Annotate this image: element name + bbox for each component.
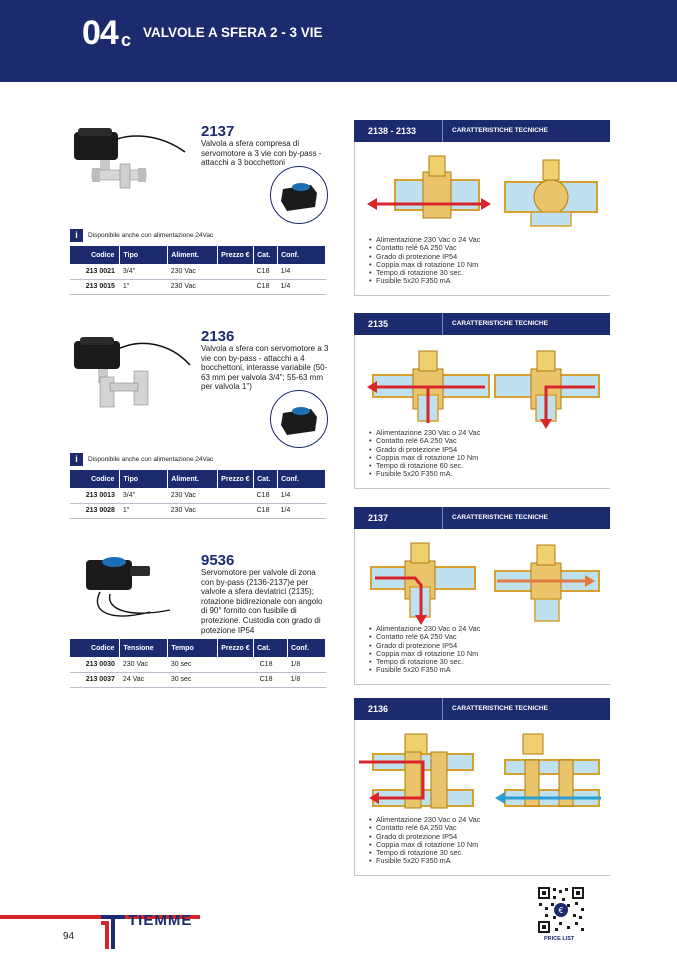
spec-item: • Contatto relé 6A 250 Vac <box>369 824 610 832</box>
spec-header <box>354 507 610 529</box>
spec-code: 2137 <box>368 513 389 523</box>
table-row <box>70 264 326 279</box>
cell-tempo: 30 sec <box>168 672 218 687</box>
cell-cat: C18 <box>254 672 288 687</box>
spec-item: • Coppia max di rotazione 10 Nm <box>369 454 610 462</box>
cell-tipo: 3/4" <box>120 264 168 279</box>
spec-label: CARATTERISTICHE TECNICHE <box>452 514 548 521</box>
spec-header <box>354 313 610 335</box>
product-table-2136 <box>70 470 326 519</box>
col-header: Codice <box>70 639 120 657</box>
product-description: Valvola a sfera compresa di servomotore a 3 vie con by-pass - attacchi a 3 bocchettoni <box>201 139 322 168</box>
spec-list <box>355 625 610 681</box>
spec-header <box>354 120 610 142</box>
valve-diagram-left <box>367 156 491 218</box>
cell-cat: C18 <box>254 279 278 294</box>
flow-diagram <box>355 335 610 429</box>
spec-item: • Grado di protezione IP54 <box>369 642 610 650</box>
cell-conf: 1/4 <box>278 279 326 294</box>
spec-item: • Contatto relé 6A 250 Vac <box>369 437 610 445</box>
spec-item: • Contatto relé 6A 250 Vac <box>369 244 610 252</box>
spec-item: • Tempo di rotazione 30 sec. <box>369 269 610 277</box>
qr-code-icon[interactable] <box>537 886 585 934</box>
spec-list <box>355 236 610 292</box>
spec-box-2137 <box>354 507 610 685</box>
cell-tipo: 1" <box>120 279 168 294</box>
col-header: Cat. <box>254 639 288 657</box>
availability-text: Disponibile anche con alimentazione 24Vac <box>88 232 214 240</box>
spec-item: • Tempo di rotazione 30 sec. <box>369 658 610 666</box>
product-image-2136 <box>70 333 198 416</box>
product-table-2137 <box>70 246 326 295</box>
spec-item: • Grado di protezione IP54 <box>369 253 610 261</box>
cell-tipo: 1" <box>120 503 168 518</box>
product-table-9536 <box>70 639 326 688</box>
cell-cat: C18 <box>254 488 278 503</box>
spec-label: CARATTERISTICHE TECNICHE <box>452 320 548 327</box>
product-code: 2136 <box>201 328 235 345</box>
spec-list <box>355 816 610 872</box>
valve-diagram-right <box>495 734 601 806</box>
spec-divider <box>442 507 443 529</box>
cell-cat: C18 <box>254 264 278 279</box>
spec-item: • Fusibile 5x20 F350 mA <box>369 666 610 674</box>
spec-code: 2136 <box>368 704 389 714</box>
table-row <box>70 503 326 518</box>
spec-item: • Grado di protezione IP54 <box>369 446 610 454</box>
product-code: 9536 <box>201 552 235 569</box>
cell-tipo: 3/4" <box>120 488 168 503</box>
cell-aliment: 230 Vac <box>168 488 218 503</box>
cell-cat: C18 <box>254 503 278 518</box>
spec-code: 2138 - 2133 <box>368 126 417 136</box>
spec-body <box>354 335 610 489</box>
flow-diagram <box>355 720 610 816</box>
spec-code: 2135 <box>368 319 389 329</box>
col-header: Prezzo € <box>218 639 254 657</box>
product-description: Valvola a sfera con servomotore a 3 vie con by-pass - attacchi a 4 bocchettoni, interasse variabile (50-63 mm per valvola 3/4"; 55-63 mm per valvola 1") <box>201 344 329 392</box>
cell-tempo: 30 sec <box>168 657 218 672</box>
cell-aliment: 230 Vac <box>168 503 218 518</box>
spec-item: • Alimentazione 230 Vac o 24 Vac <box>369 625 610 633</box>
section-letter: c <box>121 30 132 50</box>
spec-list <box>355 429 610 485</box>
cell-codice: 213 0030 <box>70 657 120 672</box>
spec-box-2136 <box>354 698 610 876</box>
availability-note <box>70 229 213 242</box>
col-header: Prezzo € <box>218 470 254 488</box>
cell-codice: 213 0015 <box>70 279 120 294</box>
col-header: Conf. <box>288 639 326 657</box>
spec-item: • Coppia max di rotazione 10 Nm <box>369 841 610 849</box>
valve-diagram-left <box>367 351 489 423</box>
cell-cat: C18 <box>254 657 288 672</box>
spec-header <box>354 698 610 720</box>
product-image-2137 <box>70 122 198 197</box>
product-description: Servomotore per valvole di zona con by-pass (2136-2137)e per valvole a sfera deviatrici (2135); rotazione bidirezionale con angolo di 90° fornito con fusibile di protezione. Custodia con grado di potezione IP54 <box>201 568 323 635</box>
valve-diagram-left <box>359 734 473 808</box>
cell-conf: 1/8 <box>288 657 326 672</box>
spec-label: CARATTERISTICHE TECNICHE <box>452 705 548 712</box>
cell-tensione: 230 Vac <box>120 657 168 672</box>
cell-prezzo <box>218 672 254 687</box>
spec-item: • Tempo di rotazione 60 sec. <box>369 462 610 470</box>
spec-item: • Coppia max di rotazione 10 Nm <box>369 261 610 269</box>
col-header: Prezzo € <box>218 246 254 264</box>
col-header: Conf. <box>278 246 326 264</box>
col-header: Conf. <box>278 470 326 488</box>
valve-diagram-right <box>495 545 599 621</box>
info-icon: i <box>70 229 83 242</box>
cell-prezzo <box>218 503 254 518</box>
spec-label: CARATTERISTICHE TECNICHE <box>452 127 548 134</box>
cell-aliment: 230 Vac <box>168 279 218 294</box>
cell-codice: 213 0028 <box>70 503 120 518</box>
valve-diagram-left <box>371 543 475 625</box>
actuator-detail-image <box>270 166 328 224</box>
flow-diagram <box>355 529 610 625</box>
spec-item: • Grado di protezione IP54 <box>369 833 610 841</box>
spec-item: • Alimentazione 230 Vac o 24 Vac <box>369 429 610 437</box>
cell-codice: 213 0021 <box>70 264 120 279</box>
spec-divider <box>442 313 443 335</box>
spec-item: • Alimentazione 230 Vac o 24 Vac <box>369 816 610 824</box>
col-header: Tempo <box>168 639 218 657</box>
spec-item: • Coppia max di rotazione 10 Nm <box>369 650 610 658</box>
table-row <box>70 672 326 687</box>
svg-text:€: € <box>558 906 564 915</box>
cell-prezzo <box>218 657 254 672</box>
col-header: Tipo <box>120 246 168 264</box>
cell-conf: 1/8 <box>288 672 326 687</box>
cell-prezzo <box>218 264 254 279</box>
cell-conf: 1/4 <box>278 264 326 279</box>
col-header: Aliment. <box>168 470 218 488</box>
col-header: Cat. <box>254 246 278 264</box>
cell-codice: 213 0013 <box>70 488 120 503</box>
info-icon: i <box>70 453 83 466</box>
product-image-9536 <box>80 552 198 633</box>
cell-prezzo <box>218 279 254 294</box>
cell-prezzo <box>218 488 254 503</box>
spec-item: • Fusibile 5x20 F350 mA <box>369 857 610 865</box>
cell-conf: 1/4 <box>278 488 326 503</box>
spec-body <box>354 142 610 296</box>
page-number: 94 <box>63 931 75 942</box>
spec-body <box>354 720 610 876</box>
availability-text: Disponibile anche con alimentazione 24Vac <box>88 456 214 464</box>
table-row <box>70 279 326 294</box>
spec-body <box>354 529 610 685</box>
col-header: Cat. <box>254 470 278 488</box>
col-header: Codice <box>70 470 120 488</box>
product-code: 2137 <box>201 123 235 140</box>
table-row <box>70 488 326 503</box>
spec-box-2138-2133 <box>354 120 610 296</box>
col-header: Tipo <box>120 470 168 488</box>
col-header: Codice <box>70 246 120 264</box>
section-title: VALVOLE A SFERA 2 - 3 VIE <box>143 25 323 40</box>
col-header: Tensione <box>120 639 168 657</box>
section-number: 04 <box>82 14 118 52</box>
availability-note <box>70 453 213 466</box>
table-row <box>70 657 326 672</box>
col-header: Aliment. <box>168 246 218 264</box>
valve-diagram-right <box>495 351 599 429</box>
cell-codice: 213 0037 <box>70 672 120 687</box>
cell-aliment: 230 Vac <box>168 264 218 279</box>
spec-item: • Fusibile 5x20 F350 mA <box>369 277 610 285</box>
actuator-detail-image <box>270 390 328 448</box>
cell-conf: 1/4 <box>278 503 326 518</box>
flow-diagram <box>355 142 610 236</box>
spec-item: • Contatto relé 6A 250 Vac <box>369 633 610 641</box>
valve-diagram-right <box>505 160 597 226</box>
spec-item: • Alimentazione 230 Vac o 24 Vac <box>369 236 610 244</box>
spec-divider <box>442 120 443 142</box>
tiemme-logo-icon <box>101 905 127 954</box>
spec-divider <box>442 698 443 720</box>
spec-item: • Tempo di rotazione 30 sec. <box>369 849 610 857</box>
page-header <box>0 0 677 82</box>
spec-item: • Fusibile 5x20 F350 mA. <box>369 470 610 478</box>
spec-box-2135 <box>354 313 610 489</box>
brand-name: TIEMME <box>128 912 193 929</box>
qr-label: PRICE LIST <box>544 936 575 942</box>
cell-tensione: 24 Vac <box>120 672 168 687</box>
